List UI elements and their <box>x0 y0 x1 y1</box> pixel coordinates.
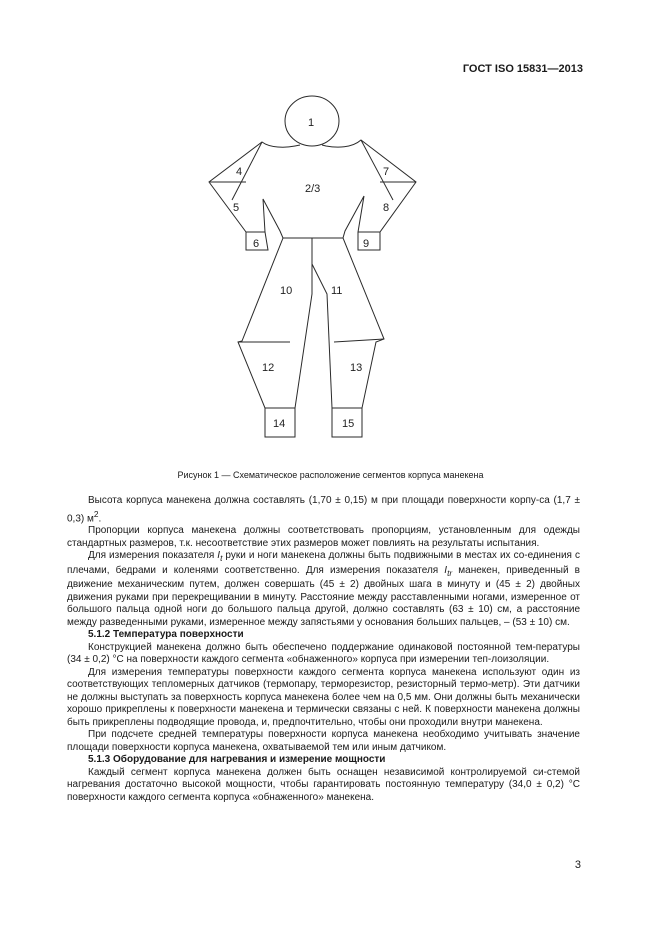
figure-caption: Рисунок 1 — Схематическое расположение сегментов корпуса манекена <box>177 470 484 480</box>
segment-label-8: 8 <box>383 202 390 214</box>
segment-label-6: 6 <box>253 238 260 250</box>
paragraph-height: Высота корпуса манекена должна составлять (1,70 ± 0,15) м при площади поверхности корпу-са (1,7 ± 0,3) $м^2$. <box>67 495 580 524</box>
paragraph-mobility: Для измерения показателя $I_t$ руки и ноги манекена должны быть подвижными в местах их со-единения с плечами, бедрами и коленями соответственно. Для измерения показателя $I_{tr}$ манекен, приведенный в движение механическим путем, должен совершать (45 ± 2) двойных шага в минуту и (45 ± 2) двойных движения руками при перекрещивании в минуту. Расстояние между расставленными ногами, измеренное от большого пальца одной ноги до большого пальца другой, должно составлять (63 ± 10) см, а расстояние между разведенными руками, измеренное между запястьями у основания больших пальцев, – (53 ± 10) см. <box>67 550 580 628</box>
section-heading-5-1-2: 5.1.2 Температура поверхности <box>88 629 244 641</box>
segment-label-1: 1 <box>308 117 315 129</box>
section-heading-5-1-3: 5.1.3 Оборудование для нагревания и измерение мощности <box>88 754 386 766</box>
segment-label-2-3: 2/3 <box>305 183 321 195</box>
segment-label-7: 7 <box>383 166 390 178</box>
body-text <box>67 495 580 804</box>
page-number: 3 <box>574 859 581 871</box>
paragraph-temperature: Конструкцией манекена должно быть обеспечено поддержание одинаковой постоянной тем-пературы (34 ± 0,2) °C на поверхности каждого сегмента «обнаженного» корпуса при измерении теп-лоизоляции. <box>67 641 580 666</box>
segment-label-12: 12 <box>262 362 275 374</box>
segment-label-4: 4 <box>236 166 243 178</box>
document-header-standard: ГОСТ ISO 15831—2013 <box>462 63 583 75</box>
paragraph-proportions: Пропорции корпуса манекена должны соответствовать пропорциям, установленным для одежды стандартных размеров, т.к. несоответствие этих размеров может повлиять на результаты испытания. <box>67 525 580 549</box>
paragraph-average: При подсчете средней температуры поверхности корпуса манекена необходимо учитывать значение площади поверхности корпуса манекена, охватываемой тем или иным датчиком. <box>67 729 580 753</box>
segment-label-14: 14 <box>273 418 286 430</box>
segment-label-11: 11 <box>331 285 343 297</box>
paragraph-heating: Каждый сегмент корпуса манекена должен быть оснащен независимой контролируемой си-стемой нагревания достаточно высокой мощности, чтобы гарантировать постоянную температуру (34,0 ± 0,2) °C поверхности каждого сегмента корпуса «обнаженного» манекена. <box>67 766 580 803</box>
paragraph-sensors: Для измерения температуры поверхности каждого сегмента корпуса манекена используют один из соответствующих тепломерных датчиков (термопару, терморезистор, резисторный термо-метр). Эти датчики не должны выступать за поверхность корпуса манекена более чем на 0,5 мм. Они должны быть механически хорошо прикреплены к поверхности манекена и термически связаны с ней. К поверхности манекена должны быть прикреплены подводящие провода, и, предпочтительно, чтобы они проходили внутри манекена. <box>67 666 580 728</box>
segment-label-10: 10 <box>280 285 293 297</box>
segment-label-5: 5 <box>233 202 240 214</box>
segment-label-9: 9 <box>363 238 370 250</box>
segment-label-13: 13 <box>350 362 363 374</box>
segment-label-15: 15 <box>342 418 355 430</box>
